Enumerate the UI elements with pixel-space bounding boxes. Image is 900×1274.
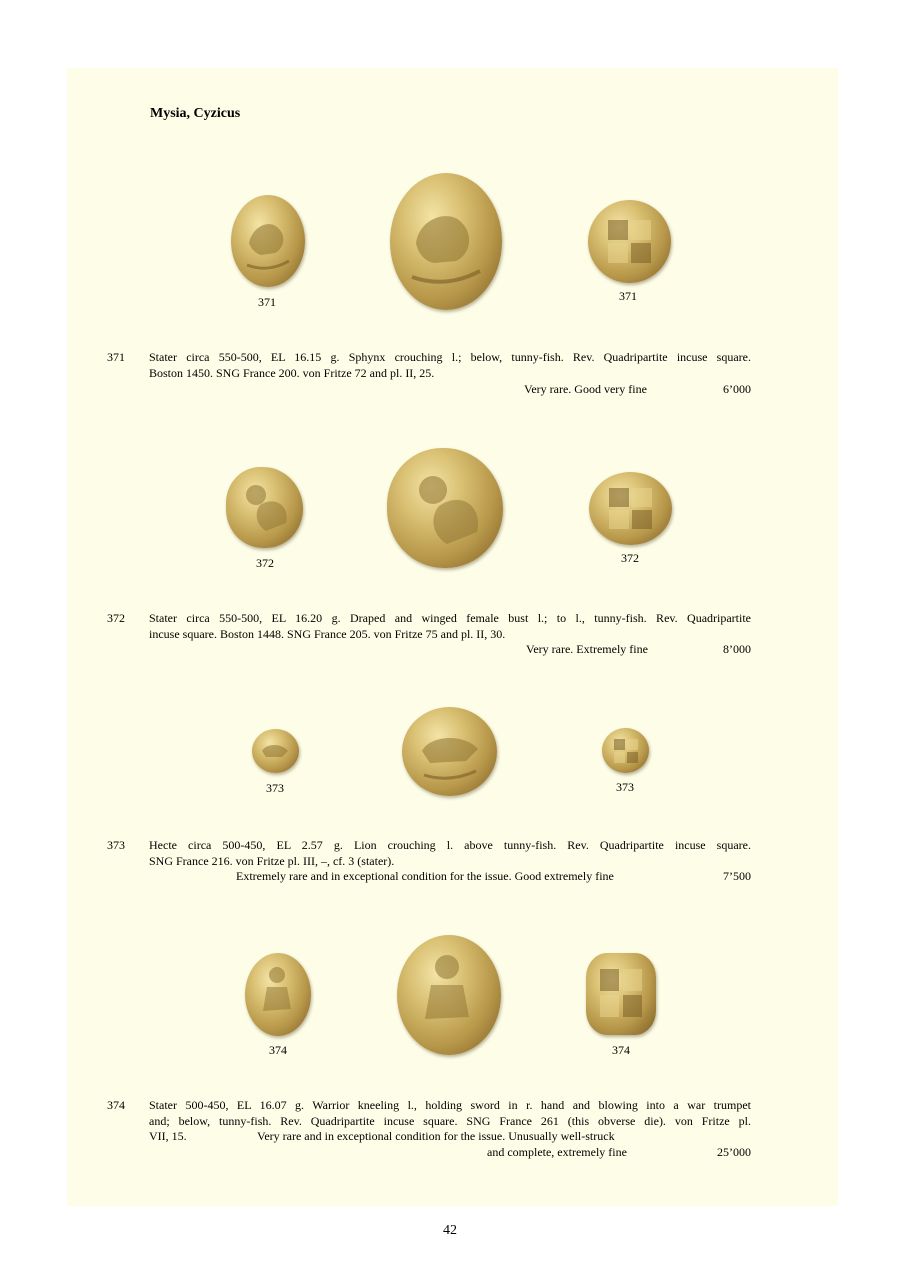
coin-label: 374 bbox=[612, 1043, 630, 1057]
coin-label: 373 bbox=[266, 781, 284, 795]
coin-373-obverse-enlarged-photo bbox=[402, 707, 497, 796]
lot-grade-part: Very rare and in exceptional condition for the issue. Unusually well-struck bbox=[257, 1129, 615, 1143]
description-line: Boston 1450. SNG France 200. von Fritze 72 and pl. II, 25. bbox=[149, 365, 435, 380]
lot-grade: Very rare. Good very fine bbox=[524, 382, 647, 396]
description-line: Hecte circa 500-450, EL 2.57 g. Lion crouching l. above tunny-fish. Rev. Quadripartite incuse square. bbox=[149, 838, 751, 852]
description-line: Stater circa 550-500, EL 16.15 g. Sphynx crouching l.; below, tunny-fish. Rev. Quadripartite incuse square. bbox=[149, 350, 751, 364]
coin-374-obverse-photo bbox=[245, 953, 311, 1036]
description-line-ref: VII, 15. bbox=[149, 1129, 187, 1143]
coin-label: 373 bbox=[616, 780, 634, 794]
coin-label: 374 bbox=[269, 1043, 287, 1057]
lot-price: 6’000 bbox=[723, 382, 751, 396]
description-line: SNG France 216. von Fritze pl. III, –, cf. 3 (stater). bbox=[149, 853, 395, 868]
coin-label: 371 bbox=[619, 289, 637, 303]
section-heading: Mysia, Cyzicus bbox=[150, 106, 241, 121]
coin-373-obverse-photo bbox=[252, 729, 299, 773]
coin-373-reverse-photo bbox=[602, 728, 649, 773]
lot-description bbox=[149, 611, 751, 642]
coin-374-obverse-enlarged-photo bbox=[397, 935, 501, 1055]
page-number: 42 bbox=[443, 1223, 457, 1238]
coin-372-obverse-photo bbox=[226, 467, 303, 548]
coin-374-reverse-photo bbox=[586, 953, 656, 1035]
coin-label: 371 bbox=[258, 295, 276, 309]
coin-label: 372 bbox=[256, 556, 274, 570]
lot-description bbox=[149, 350, 751, 381]
lot-price: 8’000 bbox=[723, 642, 751, 656]
coin-371-obverse-enlarged-photo bbox=[390, 173, 502, 310]
description-line: Stater circa 550-500, EL 16.20 g. Draped and winged female bust l.; to l., tunny-fish. Rev. Quadripartite bbox=[149, 611, 751, 625]
coin-372-obverse-enlarged-photo bbox=[387, 448, 503, 568]
lot-description bbox=[149, 838, 751, 869]
description-line: incuse square. Boston 1448. SNG France 205. von Fritze 75 and pl. II, 30. bbox=[149, 626, 506, 641]
description-line: Stater 500-450, EL 16.07 g. Warrior kneeling l., holding sword in r. hand and blowing into a war trumpet bbox=[149, 1098, 751, 1112]
coin-371-obverse-photo bbox=[231, 195, 305, 287]
lot-grade: and complete, extremely fine bbox=[487, 1145, 627, 1159]
lot-description bbox=[149, 1098, 751, 1129]
coin-label: 372 bbox=[621, 551, 639, 565]
lot-grade: Extremely rare and in exceptional condition for the issue. Good extremely fine bbox=[236, 869, 614, 883]
lot-number: 374 bbox=[107, 1098, 125, 1112]
lot-number: 373 bbox=[107, 838, 125, 852]
description-line: and; below, tunny-fish. Rev. Quadripartite incuse square. SNG France 261 (this obverse die). von Fritze pl. bbox=[149, 1113, 751, 1128]
lot-price: 7’500 bbox=[723, 869, 751, 883]
lot-number: 372 bbox=[107, 611, 125, 625]
coin-371-reverse-photo bbox=[588, 200, 671, 283]
lot-price: 25’000 bbox=[717, 1145, 751, 1159]
lot-number: 371 bbox=[107, 350, 125, 364]
lot-grade: Very rare. Extremely fine bbox=[526, 642, 648, 656]
coin-372-reverse-photo bbox=[589, 472, 672, 545]
